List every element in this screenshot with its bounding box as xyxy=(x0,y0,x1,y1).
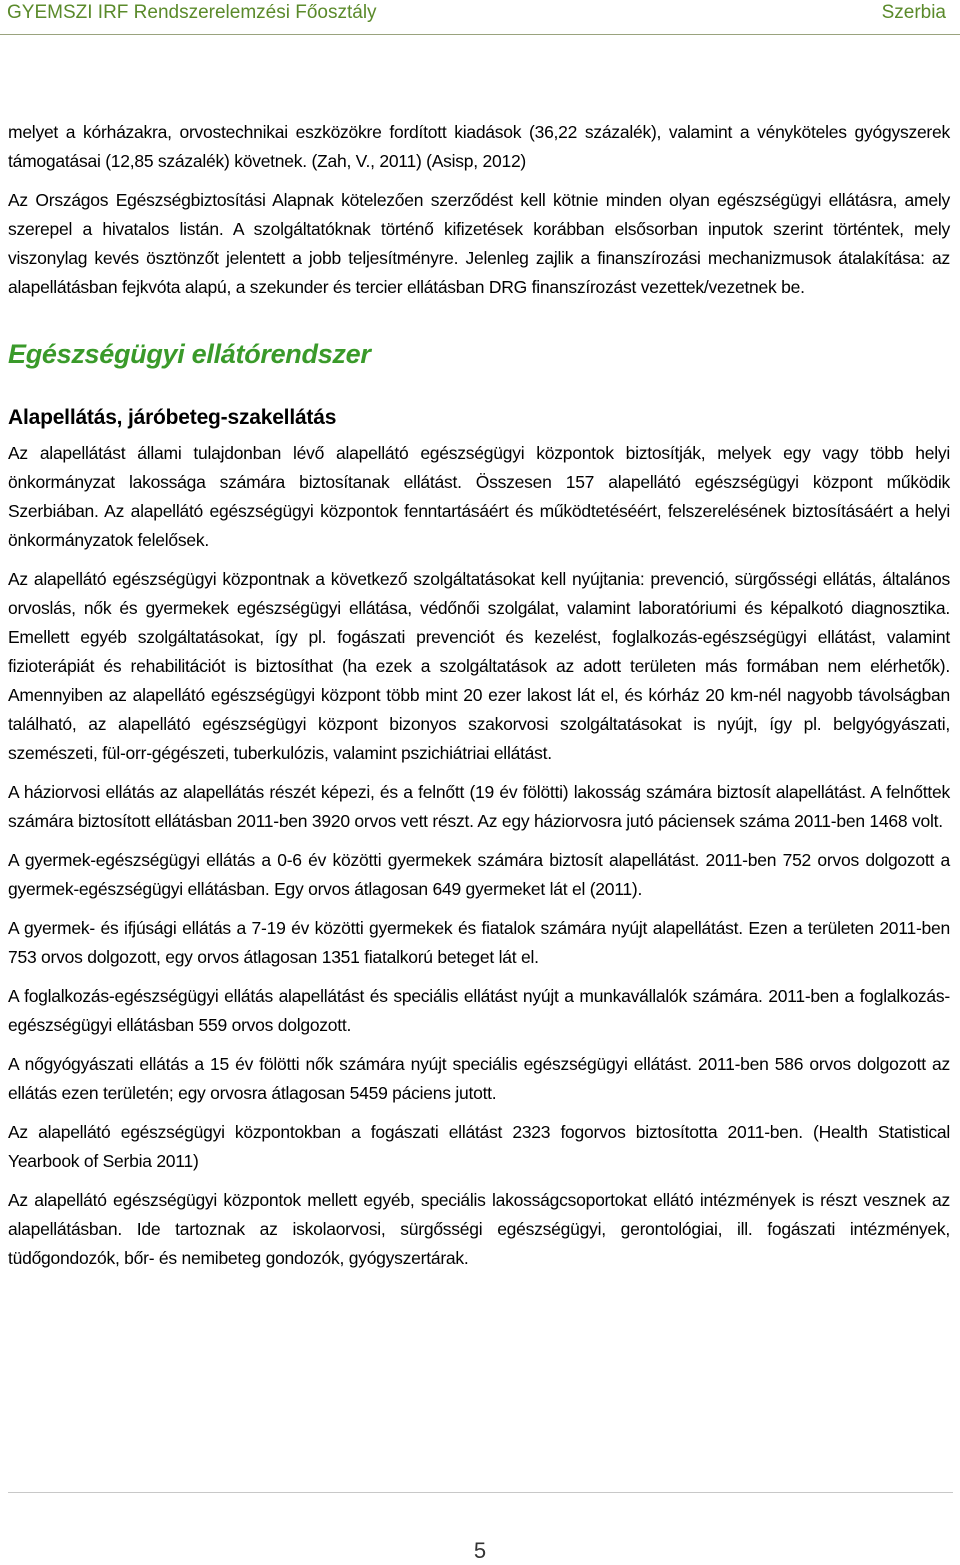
paragraph-other-institutions: Az alapellátó egészségügyi központok mellett egyéb, speciális lakosságcsoportokat ellátó intézmények is részt vesznek az alapellátásban. Ide tartoznak az iskolaorvosi, sürgősségi egészségügyi, gerontológiai, ill. fogászati intézmények, tüdőgondozók, bőr- és nemibeteg gondozók, gyógyszertárak. xyxy=(8,1190,950,1268)
paragraph-youth-care: A gyermek- és ifjúsági ellátás a 7-19 év közötti gyermekek és fiatalok számára nyújt alapellátást. Ezen a területen 2011-ben 753 orvos dolgozott, egy orvos átlagosan 1351 fiatalkorú beteget lát el. xyxy=(8,918,950,967)
page-number: 5 xyxy=(473,1538,487,1563)
paragraph-occupational-care: A foglalkozás-egészségügyi ellátás alapellátást és speciális ellátást nyújt a munkavállalók számára. 2011-ben a foglalkozás-egészségügyi ellátásban 559 orvos dolgozott. xyxy=(8,986,950,1035)
page-header xyxy=(0,0,960,35)
paragraph-primary-care-centers: Az alapellátást állami tulajdonban lévő alapellátó egészségügyi központok biztosítják, melyek egy vagy több helyi önkormányzat lakossága számára biztosítanak ellátást. Összesen 157 alapellátó egészségügyi központ működik Szerbiában. Az alapellátó egészségügyi központok fenntartásáért és működtetéséért, felszerelésének biztosításáért a helyi önkormányzatok felelősek. xyxy=(8,443,950,550)
paragraph-gp-care: A háziorvosi ellátás az alapellátás részét képezi, és a felnőtt (19 év fölötti) lakosság számára biztosít alapellátást. A felnőttek számára biztosított ellátásban 2011-ben 3920 orvos vett részt. Az egy háziorvosra jutó páciensek száma 2011-ben 1468 volt. xyxy=(8,782,950,831)
header-organization: GYEMSZI IRF Rendszerelemzési Főosztály xyxy=(7,2,377,23)
paragraph-financing: Az Országos Egészségbiztosítási Alapnak kötelezően szerződést kell kötnie minden olyan egészségügyi ellátásra, amely szerepel a hivatalos listán. A szolgáltatóknak történő kifizetések korábban elsősorban inputok szerint történtek, mely viszonylag kevés ösztönzőt jelentett a jobb teljesítményre. Jelenleg zajlik a finanszírozási mechanizmusok átalakítása: az alapellátásban fejkvóta alapú, a szekunder és tercier ellátásban DRG finanszírozást vezettek/vezetnek be. xyxy=(8,190,950,297)
footer-divider xyxy=(8,1492,953,1493)
paragraph-services: Az alapellátó egészségügyi központnak a következő szolgáltatásokat kell nyújtania: prevenció, sürgősségi ellátás, általános orvoslás, nők és gyermekek egészségügyi ellátása, védőnői szolgálat, valamint laboratóriumi és képalkotó diagnosztika. Emellett egyéb szolgáltatásokat, így pl. fogászati prevenciót és kezelést, foglalkozás-egészségügyi ellátást, valamint fizioterápiát és rehabilitációt is biztosíthat (ha ezek a szolgáltatások az adott területen más formában nem elérhetők). Amennyiben az alapellátó egészségügyi központ több mint 20 ezer lakost lát el, és kórház 20 km-nél nagyobb távolságban található, az alapellátó egészségügyi központ bizonyos szakorvosi szolgáltatásokat is nyújt, így pl. belgyógyászati, szemészeti, fül-orr-gégészeti, tuberkulózis, valamint pszichiátriai ellátást. xyxy=(8,569,950,763)
paragraph-gynecology: A nőgyógyászati ellátás a 15 év fölötti nők számára nyújt speciális egészségügyi ellátást. 2011-ben 586 orvos dolgozott az ellátás ezen területén; egy orvosra átlagosan 5459 páciens jutott. xyxy=(8,1054,950,1103)
header-country: Szerbia xyxy=(881,2,946,23)
paragraph-dental: Az alapellátó egészségügyi központokban a fogászati ellátást 2323 fogorvos biztosította 2011-ben. (Health Statistical Yearbook of Serbia 2011) xyxy=(8,1122,950,1171)
document-body xyxy=(8,118,950,1273)
paragraph-child-care: A gyermek-egészségügyi ellátás a 0-6 év közötti gyermekek számára biztosít alapellátást. 2011-ben 752 orvos dolgozott a gyermek-egészségügyi ellátásban. Egy orvos átlagosan 649 gyermeket lát el (2011). xyxy=(8,850,950,899)
subsection-heading: Alapellátás, járóbeteg-szakellátás xyxy=(8,406,337,429)
paragraph-expenditure: melyet a kórházakra, orvostechnikai eszközökre fordított kiadások (36,22 százalék), valamint a vényköteles gyógyszerek támogatásai (12,85 százalék) követnek. (Zah, V., 2011) (Asisp, 2012) xyxy=(8,122,950,171)
section-heading: Egészségügyi ellátórendszer xyxy=(8,339,371,369)
